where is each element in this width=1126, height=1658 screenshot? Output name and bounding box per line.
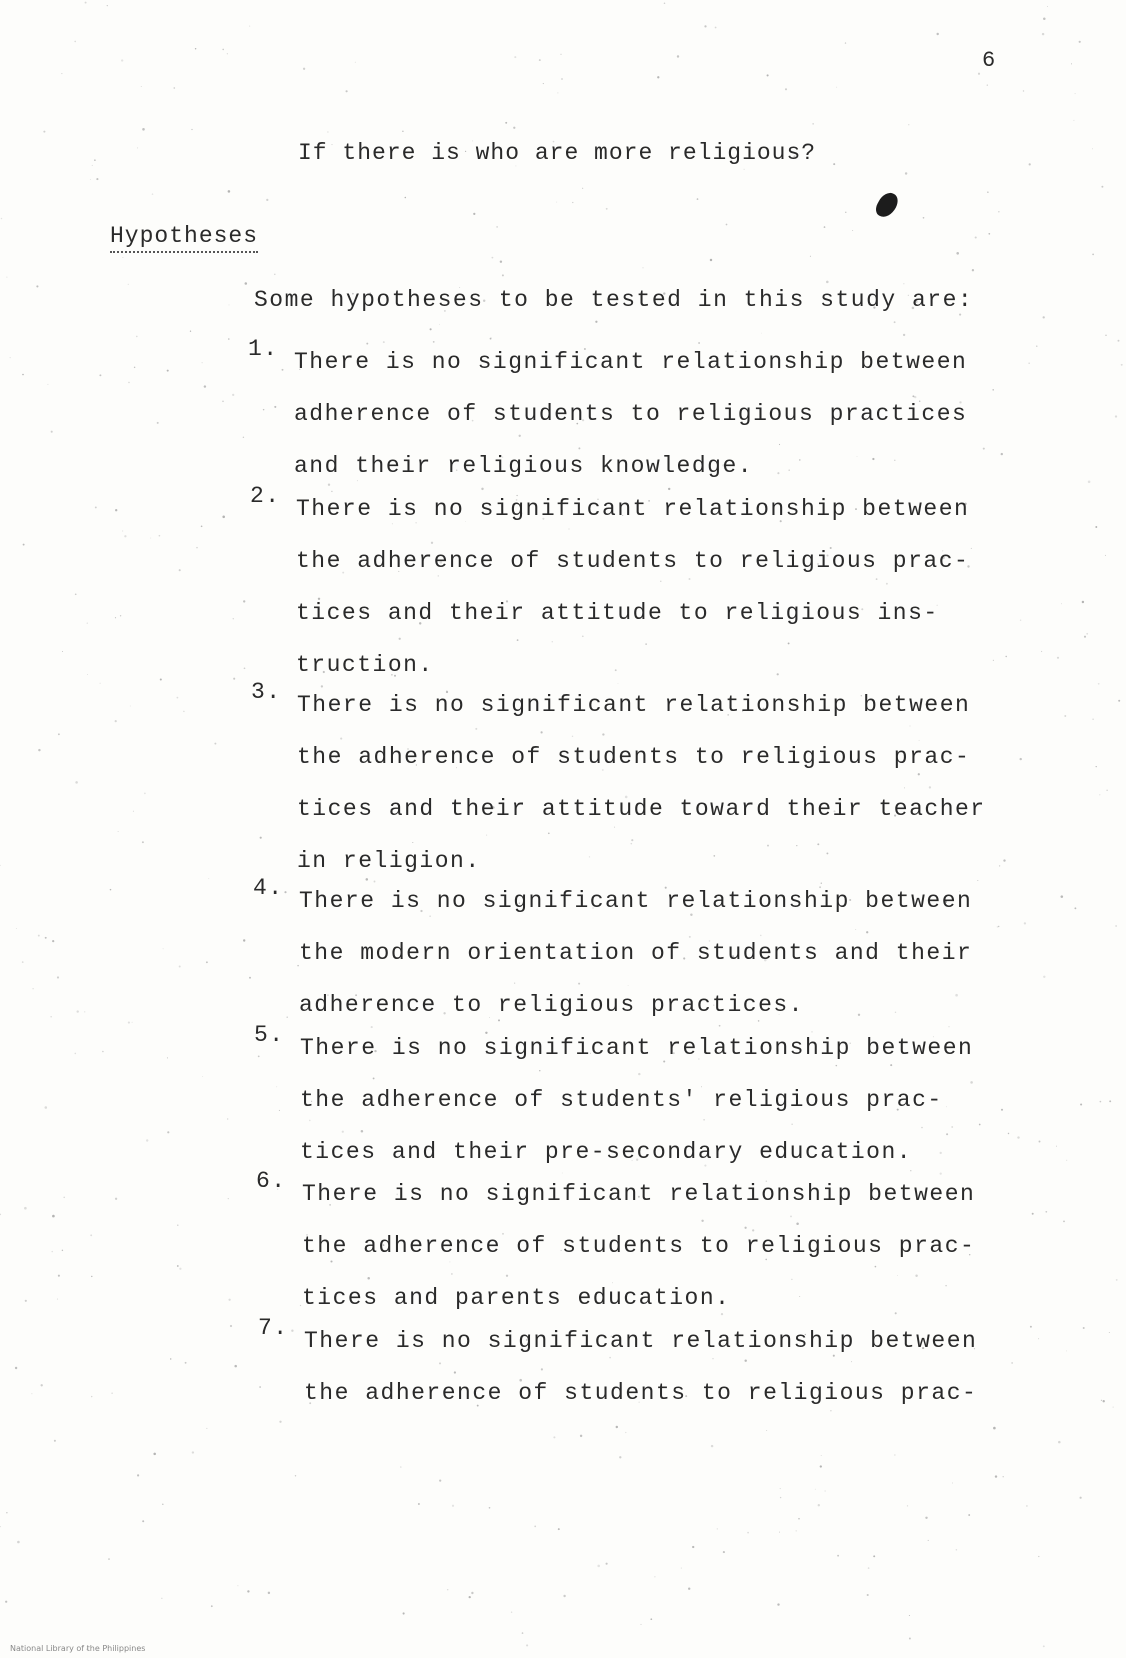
- hypothesis-text: There is no significant relationship between the adherence of students to religious prac- tices and their attitude toward their teacher in religion.: [297, 692, 986, 874]
- hypothesis-text: There is no significant relationship between the adherence of students to religious prac-: [304, 1328, 978, 1406]
- page-number: 6: [982, 48, 996, 73]
- hypothesis-text: There is no significant relationship between the modern orientation of students and their adherence to religious practices.: [299, 888, 973, 1018]
- section-intro: Some hypotheses to be tested in this study are:: [254, 287, 974, 313]
- research-question: If there is who are more religious?: [298, 140, 817, 166]
- hypothesis-text: There is no significant relationship between the adherence of students to religious prac- tices and their attitude to religious ins- truction.: [296, 496, 970, 678]
- hypothesis-number: 5.: [254, 1022, 285, 1048]
- hypothesis-text: There is no significant relationship between the adherence of students to religious prac- tices and parents education.: [302, 1181, 976, 1311]
- hypothesis-number: 1.: [248, 336, 279, 362]
- hypothesis-number: 3.: [251, 679, 282, 705]
- hypothesis-text: There is no significant relationship between adherence of students to religious practices and their religious knowledge.: [294, 349, 968, 479]
- hypothesis-number: 7.: [258, 1315, 289, 1341]
- archive-footer-stamp: National Library of the Philippines: [10, 1644, 146, 1653]
- hypothesis-number: 6.: [256, 1168, 287, 1194]
- hypothesis-number: 4.: [253, 875, 284, 901]
- hypothesis-number: 2.: [250, 483, 281, 509]
- hypothesis-text: There is no significant relationship between the adherence of students' religious prac- tices and their pre-secondary education.: [300, 1035, 974, 1165]
- section-heading: Hypotheses: [110, 223, 258, 253]
